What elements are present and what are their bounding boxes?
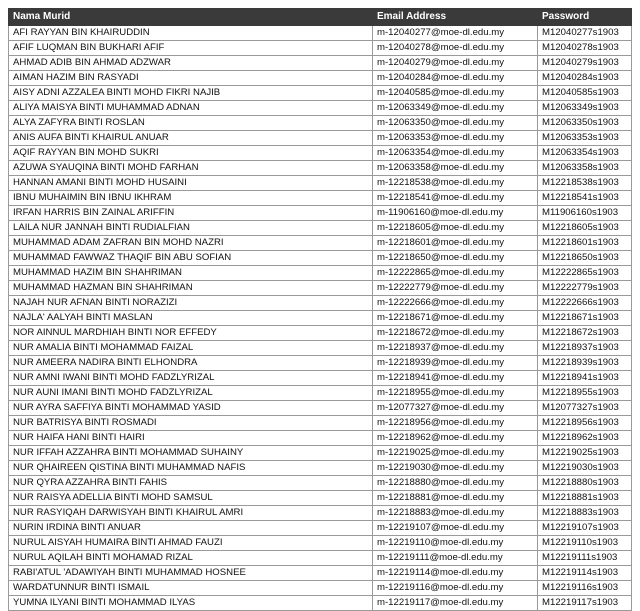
table-row — [9, 71, 632, 86]
password-cell: M12218672s1903 — [538, 326, 632, 341]
table-row — [9, 326, 632, 341]
table-row — [9, 536, 632, 551]
email-address-cell: m-12040284@moe-dl.edu.my — [373, 71, 538, 86]
email-address-cell: m-12218962@moe-dl.edu.my — [373, 431, 538, 446]
password-cell: M12040279s1903 — [538, 56, 632, 71]
table-row — [9, 146, 632, 161]
password-cell: M12222779s1903 — [538, 281, 632, 296]
email-address-cell: m-12222666@moe-dl.edu.my — [373, 296, 538, 311]
email-address-cell: m-12218672@moe-dl.edu.my — [373, 326, 538, 341]
password-cell: M12063353s1903 — [538, 131, 632, 146]
password-cell: M12040277s1903 — [538, 26, 632, 41]
table-row — [9, 596, 632, 611]
student-name-cell: AQIF RAYYAN BIN MOHD SUKRI — [9, 146, 373, 161]
student-accounts-table — [8, 8, 632, 611]
email-address-cell: m-12218541@moe-dl.edu.my — [373, 191, 538, 206]
password-cell: M12219107s1903 — [538, 521, 632, 536]
email-address-cell: m-12219025@moe-dl.edu.my — [373, 446, 538, 461]
table-row — [9, 251, 632, 266]
student-name-cell: AHMAD ADIB BIN AHMAD ADZWAR — [9, 56, 373, 71]
password-cell: M12063354s1903 — [538, 146, 632, 161]
table-row — [9, 26, 632, 41]
column-header-password: Password — [538, 9, 632, 26]
password-cell: M12218956s1903 — [538, 416, 632, 431]
password-cell: M12218881s1903 — [538, 491, 632, 506]
password-cell: M12040284s1903 — [538, 71, 632, 86]
student-name-cell: NUR IFFAH AZZAHRA BINTI MOHAMMAD SUHAINY — [9, 446, 373, 461]
student-name-cell: NUR AYRA SAFFIYA BINTI MOHAMMAD YASID — [9, 401, 373, 416]
column-header-student-name: Nama Murid — [9, 9, 373, 26]
password-cell: M12218883s1903 — [538, 506, 632, 521]
student-name-cell: NUR RAISYA ADELLIA BINTI MOHD SAMSUL — [9, 491, 373, 506]
table-row — [9, 116, 632, 131]
student-name-cell: NUR AMNI IWANI BINTI MOHD FADZLYRIZAL — [9, 371, 373, 386]
password-cell: M12219114s1903 — [538, 566, 632, 581]
password-cell: M11906160s1903 — [538, 206, 632, 221]
student-name-cell: MUHAMMAD ADAM ZAFRAN BIN MOHD NAZRI — [9, 236, 373, 251]
email-address-cell: m-12218650@moe-dl.edu.my — [373, 251, 538, 266]
student-name-cell: IBNU MUHAIMIN BIN IBNU IKHRAM — [9, 191, 373, 206]
student-name-cell: NURIN IRDINA BINTI ANUAR — [9, 521, 373, 536]
student-name-cell: ALYA ZAFYRA BINTI ROSLAN — [9, 116, 373, 131]
student-name-cell: WARDATUNNUR BINTI ISMAIL — [9, 581, 373, 596]
email-address-cell: m-12218601@moe-dl.edu.my — [373, 236, 538, 251]
password-cell: M12218941s1903 — [538, 371, 632, 386]
student-name-cell: RABI'ATUL 'ADAWIYAH BINTI MUHAMMAD HOSNEE — [9, 566, 373, 581]
student-name-cell: NUR HAIFA HANI BINTI HAIRI — [9, 431, 373, 446]
student-account-sheet — [8, 8, 631, 611]
table-row — [9, 101, 632, 116]
table-row — [9, 431, 632, 446]
password-cell: M12218937s1903 — [538, 341, 632, 356]
table-row — [9, 296, 632, 311]
password-cell: M12218962s1903 — [538, 431, 632, 446]
email-address-cell: m-12040278@moe-dl.edu.my — [373, 41, 538, 56]
password-cell: M12218880s1903 — [538, 476, 632, 491]
student-name-cell: NURUL AQILAH BINTI MOHAMAD RIZAL — [9, 551, 373, 566]
email-address-cell: m-12218605@moe-dl.edu.my — [373, 221, 538, 236]
password-cell: M12218541s1903 — [538, 191, 632, 206]
table-row — [9, 311, 632, 326]
student-name-cell: IRFAN HARRIS BIN ZAINAL ARIFFIN — [9, 206, 373, 221]
email-address-cell: m-12218538@moe-dl.edu.my — [373, 176, 538, 191]
student-name-cell: NOR AINNUL MARDHIAH BINTI NOR EFFEDY — [9, 326, 373, 341]
password-cell: M12219030s1903 — [538, 461, 632, 476]
column-header-email-address: Email Address — [373, 9, 538, 26]
table-row — [9, 41, 632, 56]
email-address-cell: m-12040279@moe-dl.edu.my — [373, 56, 538, 71]
table-row — [9, 86, 632, 101]
table-row — [9, 236, 632, 251]
student-name-cell: AFI RAYYAN BIN KHAIRUDDIN — [9, 26, 373, 41]
email-address-cell: m-11906160@moe-dl.edu.my — [373, 206, 538, 221]
password-cell: M12219117s1903 — [538, 596, 632, 611]
email-address-cell: m-12222865@moe-dl.edu.my — [373, 266, 538, 281]
table-row — [9, 266, 632, 281]
student-name-cell: ALIYA MAISYA BINTI MUHAMMAD ADNAN — [9, 101, 373, 116]
email-address-cell: m-12218937@moe-dl.edu.my — [373, 341, 538, 356]
email-address-cell: m-12040277@moe-dl.edu.my — [373, 26, 538, 41]
student-name-cell: NURUL AISYAH HUMAIRA BINTI AHMAD FAUZI — [9, 536, 373, 551]
email-address-cell: m-12222779@moe-dl.edu.my — [373, 281, 538, 296]
password-cell: M12219110s1903 — [538, 536, 632, 551]
student-name-cell: NUR QYRA AZZAHRA BINTI FAHIS — [9, 476, 373, 491]
table-row — [9, 506, 632, 521]
table-row — [9, 206, 632, 221]
email-address-cell: m-12063350@moe-dl.edu.my — [373, 116, 538, 131]
student-name-cell: NUR AMALIA BINTI MOHAMMAD FAIZAL — [9, 341, 373, 356]
student-name-cell: NAJAH NUR AFNAN BINTI NORAZIZI — [9, 296, 373, 311]
table-row — [9, 521, 632, 536]
table-row — [9, 221, 632, 236]
email-address-cell: m-12219116@moe-dl.edu.my — [373, 581, 538, 596]
password-cell: M12040585s1903 — [538, 86, 632, 101]
email-address-cell: m-12218941@moe-dl.edu.my — [373, 371, 538, 386]
table-row — [9, 176, 632, 191]
password-cell: M12222666s1903 — [538, 296, 632, 311]
student-name-cell: ANIS AUFA BINTI KHAIRUL ANUAR — [9, 131, 373, 146]
table-body — [9, 26, 632, 611]
email-address-cell: m-12219110@moe-dl.edu.my — [373, 536, 538, 551]
student-name-cell: AFIF LUQMAN BIN BUKHARI AFIF — [9, 41, 373, 56]
password-cell: M12218939s1903 — [538, 356, 632, 371]
password-cell: M12219116s1903 — [538, 581, 632, 596]
email-address-cell: m-12218881@moe-dl.edu.my — [373, 491, 538, 506]
email-address-cell: m-12218671@moe-dl.edu.my — [373, 311, 538, 326]
email-address-cell: m-12218880@moe-dl.edu.my — [373, 476, 538, 491]
email-address-cell: m-12218955@moe-dl.edu.my — [373, 386, 538, 401]
table-row — [9, 566, 632, 581]
password-cell: M12040278s1903 — [538, 41, 632, 56]
password-cell: M12063358s1903 — [538, 161, 632, 176]
table-row — [9, 56, 632, 71]
table-row — [9, 476, 632, 491]
email-address-cell: m-12219117@moe-dl.edu.my — [373, 596, 538, 611]
student-name-cell: AZUWA SYAUQINA BINTI MOHD FARHAN — [9, 161, 373, 176]
student-name-cell: MUHAMMAD FAWWAZ THAQIF BIN ABU SOFIAN — [9, 251, 373, 266]
password-cell: M12218601s1903 — [538, 236, 632, 251]
student-name-cell: HANNAN AMANI BINTI MOHD HUSAINI — [9, 176, 373, 191]
password-cell: M12063350s1903 — [538, 116, 632, 131]
email-address-cell: m-12219114@moe-dl.edu.my — [373, 566, 538, 581]
password-cell: M12222865s1903 — [538, 266, 632, 281]
email-address-cell: m-12063354@moe-dl.edu.my — [373, 146, 538, 161]
student-name-cell: MUHAMMAD HAZIM BIN SHAHRIMAN — [9, 266, 373, 281]
password-cell: M12218538s1903 — [538, 176, 632, 191]
email-address-cell: m-12219107@moe-dl.edu.my — [373, 521, 538, 536]
student-name-cell: NUR AUNI IMANI BINTI MOHD FADZLYRIZAL — [9, 386, 373, 401]
password-cell: M12063349s1903 — [538, 101, 632, 116]
password-cell: M12218955s1903 — [538, 386, 632, 401]
email-address-cell: m-12219030@moe-dl.edu.my — [373, 461, 538, 476]
table-row — [9, 281, 632, 296]
email-address-cell: m-12218939@moe-dl.edu.my — [373, 356, 538, 371]
student-name-cell: LAILA NUR JANNAH BINTI RUDIALFIAN — [9, 221, 373, 236]
table-row — [9, 191, 632, 206]
student-name-cell: AIMAN HAZIM BIN RASYADI — [9, 71, 373, 86]
student-name-cell: NAJLA' AALYAH BINTI MASLAN — [9, 311, 373, 326]
table-row — [9, 356, 632, 371]
table-row — [9, 416, 632, 431]
student-name-cell: NUR AMEERA NADIRA BINTI ELHONDRA — [9, 356, 373, 371]
table-row — [9, 446, 632, 461]
table-row — [9, 581, 632, 596]
email-address-cell: m-12063353@moe-dl.edu.my — [373, 131, 538, 146]
email-address-cell: m-12218883@moe-dl.edu.my — [373, 506, 538, 521]
password-cell: M12219025s1903 — [538, 446, 632, 461]
table-row — [9, 461, 632, 476]
password-cell: M12219111s1903 — [538, 551, 632, 566]
email-address-cell: m-12040585@moe-dl.edu.my — [373, 86, 538, 101]
table-header-row — [9, 9, 632, 26]
student-name-cell: AISY ADNI AZZALEA BINTI MOHD FIKRI NAJIB — [9, 86, 373, 101]
table-row — [9, 401, 632, 416]
password-cell: M12218671s1903 — [538, 311, 632, 326]
email-address-cell: m-12218956@moe-dl.edu.my — [373, 416, 538, 431]
email-address-cell: m-12063349@moe-dl.edu.my — [373, 101, 538, 116]
student-name-cell: NUR RASYIQAH DARWISYAH BINTI KHAIRUL AMRI — [9, 506, 373, 521]
table-row — [9, 551, 632, 566]
table-row — [9, 161, 632, 176]
password-cell: M12218605s1903 — [538, 221, 632, 236]
password-cell: M12077327s1903 — [538, 401, 632, 416]
table-row — [9, 131, 632, 146]
student-name-cell: NUR BATRISYA BINTI ROSMADI — [9, 416, 373, 431]
password-cell: M12218650s1903 — [538, 251, 632, 266]
email-address-cell: m-12219111@moe-dl.edu.my — [373, 551, 538, 566]
table-row — [9, 371, 632, 386]
email-address-cell: m-12063358@moe-dl.edu.my — [373, 161, 538, 176]
table-row — [9, 386, 632, 401]
student-name-cell: YUMNA ILYANI BINTI MOHAMMAD ILYAS — [9, 596, 373, 611]
student-name-cell: MUHAMMAD HAZMAN BIN SHAHRIMAN — [9, 281, 373, 296]
table-row — [9, 491, 632, 506]
table-row — [9, 341, 632, 356]
email-address-cell: m-12077327@moe-dl.edu.my — [373, 401, 538, 416]
student-name-cell: NUR QHAIREEN QISTINA BINTI MUHAMMAD NAFIS — [9, 461, 373, 476]
